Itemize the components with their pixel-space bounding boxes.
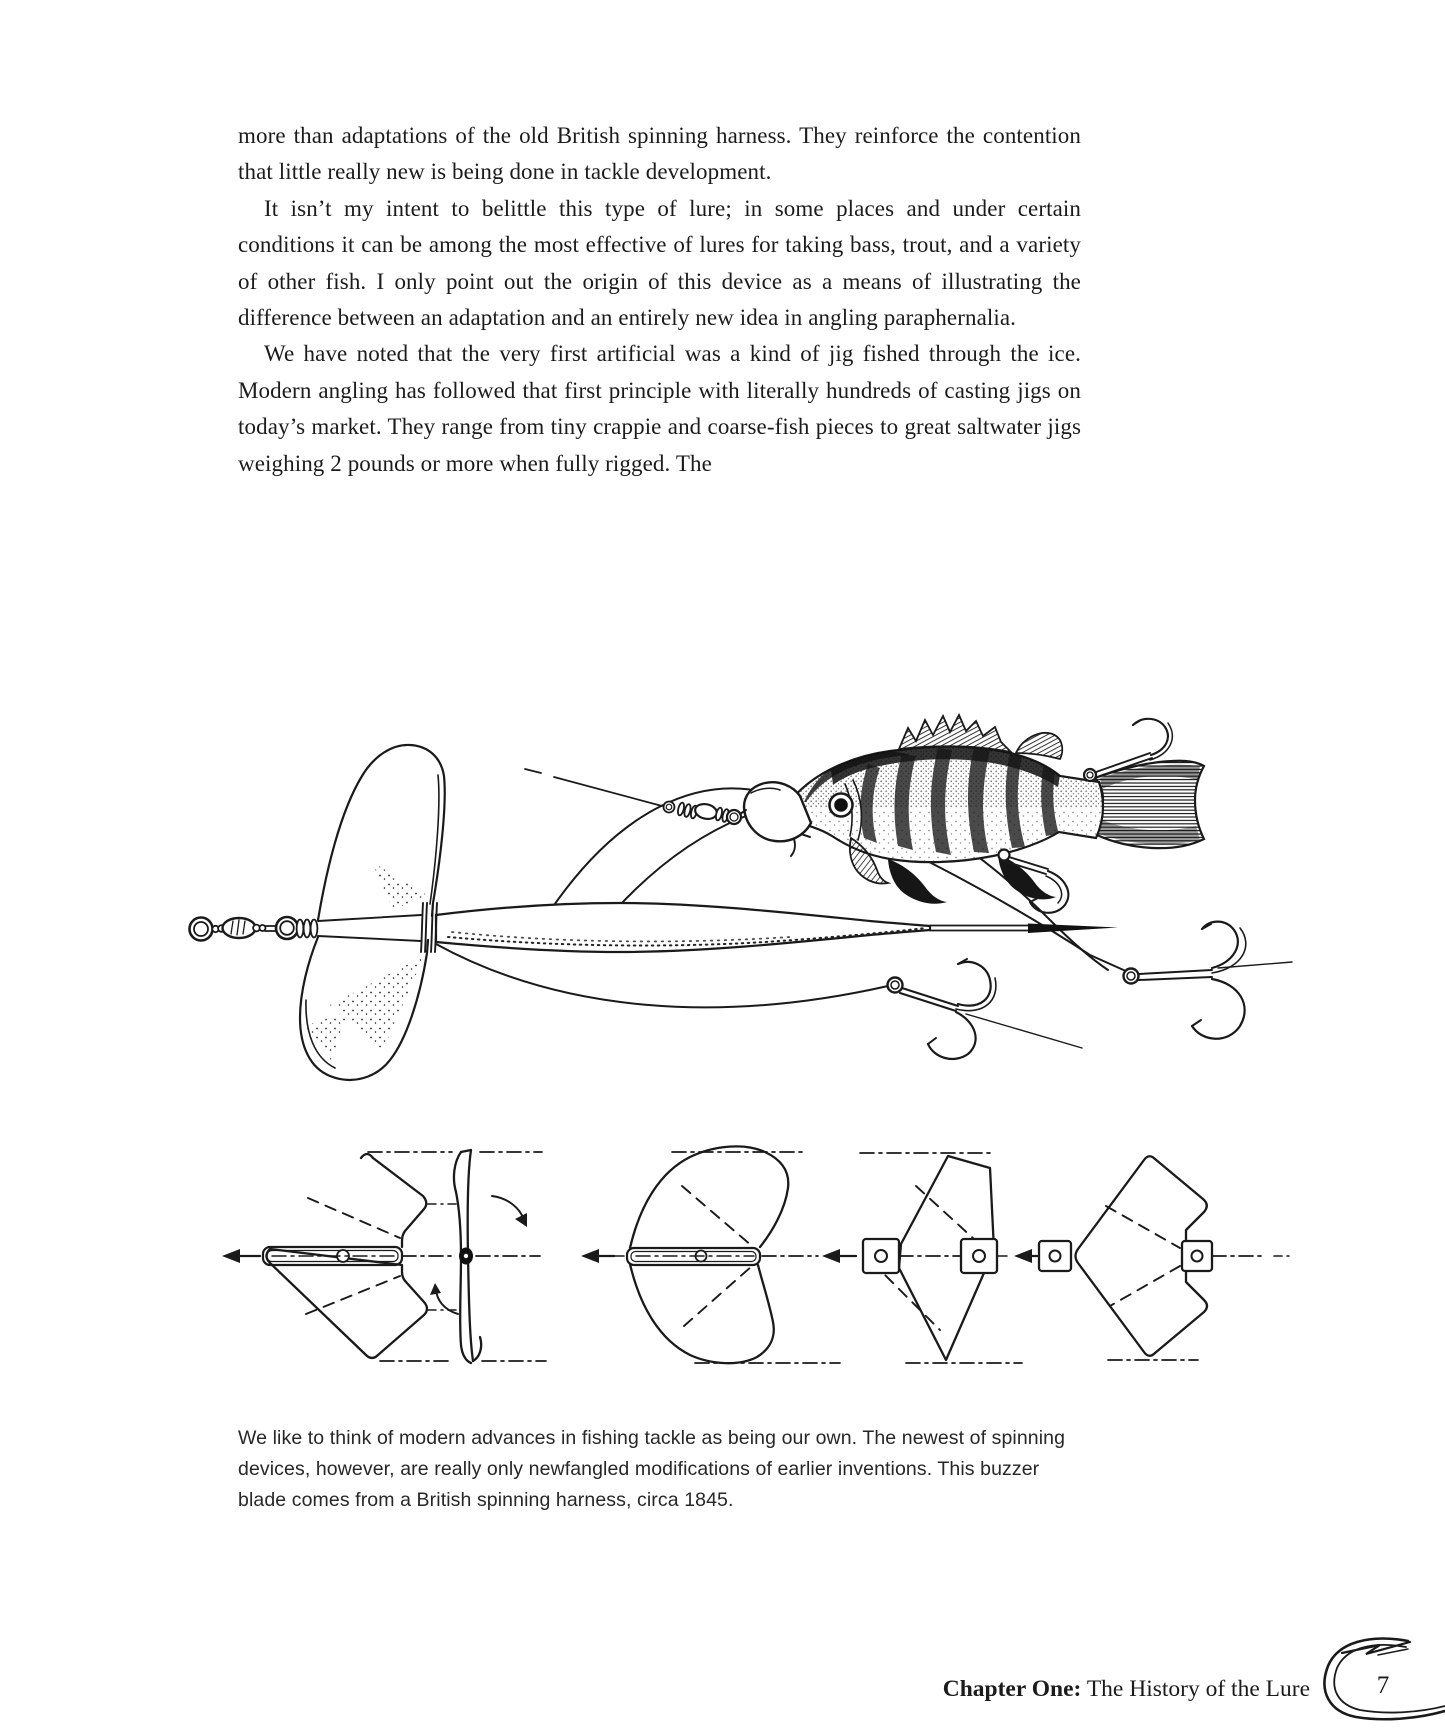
fish-illustration xyxy=(525,715,1204,913)
leader-line xyxy=(525,769,662,806)
chapter-label: Chapter One: xyxy=(942,1676,1082,1702)
diagram-blade-4 xyxy=(1014,1156,1292,1360)
rotation-arrow xyxy=(492,1196,524,1220)
blade-diagrams xyxy=(222,1146,1292,1363)
direction-arrow xyxy=(222,1249,240,1263)
chapter-title: The History of the Lure xyxy=(1086,1676,1310,1702)
direction-arrow xyxy=(822,1249,840,1263)
paragraph: We have noted that the very first artificial was a kind of jig fished through the ice. Modern angling has followed that first principle with literally hundreds of casting jigs on today’s market. They range from tiny crappie and coarse-fish pieces to great saltwater jigs weighing 2 pounds or more when fully rigged. The xyxy=(238,341,1081,476)
swivel-chain-fish xyxy=(664,802,747,825)
shaft-spike xyxy=(1028,924,1118,934)
fish-markings xyxy=(778,744,1108,866)
swivel-chain-left xyxy=(190,917,318,941)
direction-arrow xyxy=(581,1249,599,1263)
soft-dorsal-fin xyxy=(1016,733,1062,759)
dorsal-fin xyxy=(899,715,1011,752)
direction-arrow xyxy=(1014,1249,1032,1263)
diagram-blade-3 xyxy=(822,1153,1022,1363)
figure-caption: We like to think of modern advances in fishing tackle as being our own. The newest of spinning devices, however, are really only newfangled modifications of earlier inventions. This buzzer blade comes from a British spinning harness, circa 1845. xyxy=(238,1427,1066,1511)
treble-hook-bottom xyxy=(888,959,1083,1059)
diagram-blade-2 xyxy=(581,1146,840,1363)
body-text-block xyxy=(238,118,1081,482)
paragraph: more than adaptations of the old British spinning harness. They reinforce the contention that little really new is being done in tackle development. xyxy=(238,123,1081,185)
paragraph: It isn’t my intent to belittle this type of lure; in some places and under certain conditions it can be among the most effective of lures for taking bass, trout, and a variety of other fish. I only point out the origin of this device as a means of illustrating the difference between an adaptation and an entirely new idea in angling paraphernalia. xyxy=(238,195,1081,331)
page-number: 7 xyxy=(1376,1672,1390,1699)
diagram-blade-1 xyxy=(222,1150,546,1363)
spinning-harness-illustration xyxy=(0,640,1445,1385)
fish-chin xyxy=(791,839,795,856)
treble-hook-right xyxy=(1124,922,1293,1039)
running-footer xyxy=(943,1676,1310,1703)
fish-pupil xyxy=(834,798,848,812)
